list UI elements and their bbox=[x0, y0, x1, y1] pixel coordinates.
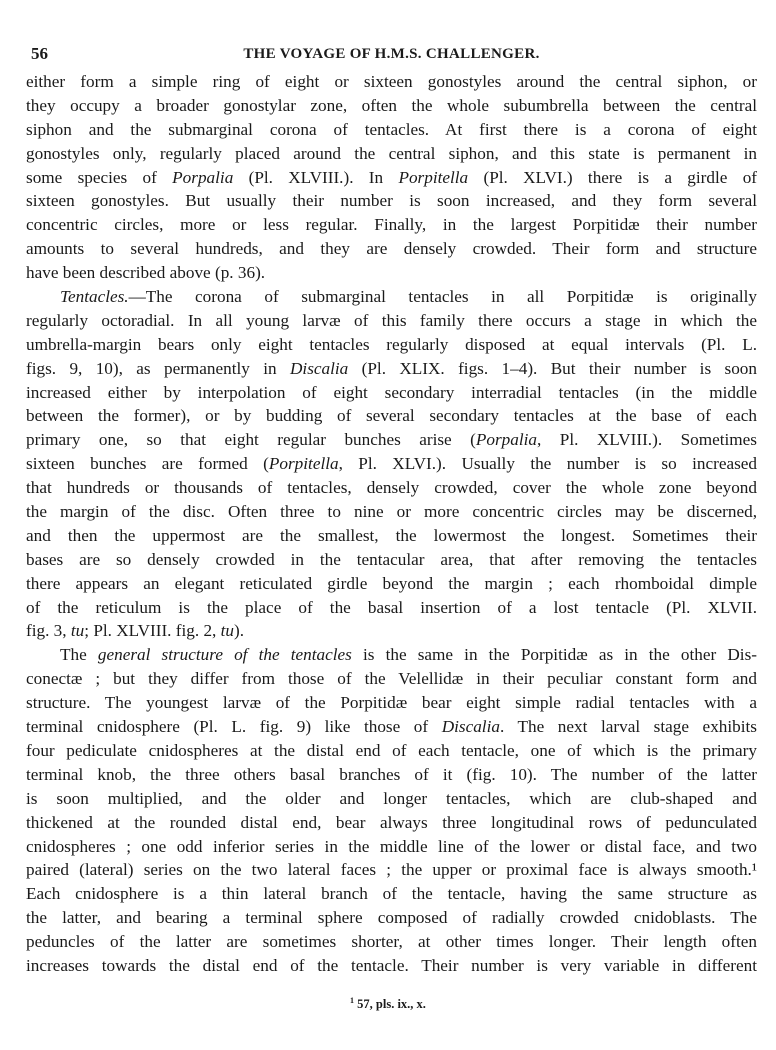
body-text bbox=[26, 70, 757, 978]
text-line bbox=[26, 930, 757, 954]
text-segment: ). bbox=[234, 621, 245, 641]
text-line bbox=[26, 835, 757, 859]
text-segment: , Pl. XLVI.). Usually the number is so increased bbox=[338, 454, 757, 474]
text-segment: increases towards the distal end of the tentacle. Their number is very variable in different bbox=[26, 955, 757, 975]
text-line bbox=[26, 333, 757, 357]
text-line bbox=[26, 524, 757, 548]
text-segment: structure. The youngest larvæ of the Porpitidæ bear eight simple radial tentacles with a bbox=[26, 693, 757, 713]
text-line bbox=[26, 94, 757, 118]
footnote-text: 57, pls. ix., x. bbox=[357, 997, 426, 1012]
italic-text: Porpitella bbox=[398, 167, 469, 187]
text-line bbox=[26, 811, 757, 835]
text-line bbox=[26, 763, 757, 787]
text-segment: peduncles of the latter are sometimes shorter, at other times longer. Their length often bbox=[26, 932, 757, 952]
text-line bbox=[26, 548, 757, 572]
italic-text: Porpalia bbox=[475, 430, 538, 450]
text-segment: is soon multiplied, and the older and longer tentacles, which are club-shaped and bbox=[26, 788, 757, 808]
text-segment: terminal cnidosphere (Pl. L. fig. 9) like those of bbox=[26, 717, 442, 737]
text-segment: . The next larval stage exhibits bbox=[499, 717, 757, 737]
text-line bbox=[26, 166, 757, 190]
text-segment: between the former), or by budding of several secondary tentacles at the base of each bbox=[26, 406, 757, 426]
text-segment: is the same in the Porpitidæ as in the other Dis- bbox=[351, 645, 757, 665]
text-segment: some species of bbox=[26, 167, 173, 187]
text-line bbox=[26, 500, 757, 524]
text-line bbox=[26, 285, 757, 309]
text-line bbox=[26, 452, 757, 476]
text-segment: thickened at the rounded distal end, bear always three longitudinal rows of pedunculated bbox=[26, 812, 757, 832]
text-segment: (Pl. XLVIII.). In bbox=[233, 167, 399, 187]
paragraph bbox=[26, 285, 757, 643]
paragraph bbox=[26, 70, 757, 285]
text-line bbox=[26, 882, 757, 906]
text-line bbox=[26, 739, 757, 763]
text-segment: concentric circles, more or less regular. Finally, in the largest Porpitidæ their number bbox=[26, 215, 757, 235]
text-segment: they occupy a broader gonostylar zone, often the whole subumbrella between the central bbox=[26, 95, 757, 115]
text-line bbox=[26, 619, 757, 643]
italic-text: Porpalia bbox=[172, 167, 234, 187]
text-segment: umbrella-margin bears only eight tentacles regularly disposed at equal intervals (Pl. L. bbox=[26, 334, 757, 354]
page-header bbox=[26, 44, 757, 68]
text-segment: figs. 9, 10), as permanently in bbox=[26, 358, 291, 378]
text-segment: bases are so densely crowded in the tentacular area, that after removing the tentacles bbox=[26, 549, 757, 569]
text-line bbox=[26, 643, 757, 667]
text-line bbox=[26, 261, 757, 285]
footnote-marker: 1 bbox=[350, 996, 355, 1005]
italic-text: Tentacles. bbox=[60, 287, 129, 307]
italic-text: Porpitella bbox=[268, 454, 339, 474]
text-line bbox=[26, 404, 757, 428]
text-segment: cnidospheres ; one odd inferior series in the middle line of the lower or distal face, and two bbox=[26, 836, 757, 856]
text-segment: four pediculate cnidospheres at the distal end of each tentacle, one of which is the primary bbox=[26, 740, 757, 760]
text-segment: The bbox=[60, 645, 98, 665]
text-segment: sixteen gonostyles. But usually their number is soon increased, and they form several bbox=[26, 191, 757, 211]
text-segment: there appears an elegant reticulated girdle beyond the margin ; each rhomboidal dimple bbox=[26, 573, 757, 593]
text-segment: of the reticulum is the place of the basal insertion of a lost tentacle (Pl. XLVII. bbox=[26, 597, 757, 617]
text-segment: either form a simple ring of eight or sixteen gonostyles around the central siphon, or bbox=[26, 72, 757, 91]
italic-text: Discalia bbox=[441, 717, 500, 737]
text-line bbox=[26, 858, 757, 882]
text-line bbox=[26, 118, 757, 142]
italic-text: tu bbox=[220, 621, 235, 641]
text-line bbox=[26, 70, 757, 94]
paragraph bbox=[26, 643, 757, 977]
text-line bbox=[26, 213, 757, 237]
text-segment: terminal knob, the three others basal branches of it (fig. 10). The number of the latter bbox=[26, 764, 757, 784]
text-segment: regularly octoradial. In all young larvæ of this family there occurs a stage in which the bbox=[26, 310, 757, 330]
text-line bbox=[26, 142, 757, 166]
text-line bbox=[26, 237, 757, 261]
text-segment: paired (lateral) series on the two lateral faces ; the upper or proximal face is always smooth.¹ bbox=[26, 860, 757, 880]
text-segment: increased either by interpolation of eight secondary interradial tentacles (in the middle bbox=[26, 382, 757, 402]
text-line bbox=[26, 691, 757, 715]
text-segment: have been described above (p. 36). bbox=[26, 263, 266, 283]
running-title: THE VOYAGE OF H.M.S. CHALLENGER. bbox=[243, 46, 540, 62]
text-segment: that hundreds or thousands of tentacles, densely crowded, cover the whole zone beyond bbox=[26, 478, 757, 498]
text-line bbox=[26, 381, 757, 405]
italic-text: tu bbox=[70, 621, 85, 641]
page-number: 56 bbox=[31, 44, 48, 63]
italic-text: general structure of the tentacles bbox=[97, 645, 352, 665]
text-segment: (Pl. XLVI.) there is a girdle of bbox=[468, 167, 757, 187]
text-segment: sixteen bunches are formed ( bbox=[26, 454, 269, 474]
text-segment: siphon and the submarginal corona of tentacles. At first there is a corona of eight bbox=[26, 119, 757, 139]
text-segment: the latter, and bearing a terminal sphere composed of radially crowded cnidoblasts. The bbox=[26, 908, 757, 928]
text-segment: conectæ ; but they differ from those of the Velellidæ in their peculiar constant form and bbox=[26, 669, 757, 689]
italic-text: Discalia bbox=[290, 358, 349, 378]
footnote bbox=[0, 996, 776, 1012]
text-segment: ; Pl. XLVIII. fig. 2, bbox=[84, 621, 221, 641]
text-segment: amounts to several hundreds, and they are densely crowded. Their form and structure bbox=[26, 239, 757, 259]
text-line bbox=[26, 476, 757, 500]
text-segment: —The corona of submarginal tentacles in all Porpitidæ is originally bbox=[128, 287, 757, 307]
text-segment: Each cnidosphere is a thin lateral branch of the tentacle, having the same structure as bbox=[26, 884, 757, 904]
text-segment: primary one, so that eight regular bunches arise ( bbox=[26, 430, 476, 450]
text-line bbox=[26, 906, 757, 930]
text-segment: and then the uppermost are the smallest, the lowermost the longest. Sometimes their bbox=[26, 525, 757, 545]
text-line bbox=[26, 428, 757, 452]
text-line bbox=[26, 787, 757, 811]
text-line bbox=[26, 572, 757, 596]
text-line bbox=[26, 357, 757, 381]
text-segment: the margin of the disc. Often three to nine or more concentric circles may be discerned, bbox=[26, 502, 757, 522]
text-segment: (Pl. XLIX. figs. 1–4). But their number is soon bbox=[348, 358, 757, 378]
text-line bbox=[26, 309, 757, 333]
text-line bbox=[26, 954, 757, 978]
text-segment: , Pl. XLVIII.). Sometimes bbox=[537, 430, 757, 450]
text-line bbox=[26, 667, 757, 691]
text-segment: gonostyles only, regularly placed around the central siphon, and this state is permanent in bbox=[26, 143, 757, 163]
text-line bbox=[26, 596, 757, 620]
text-segment: fig. 3, bbox=[26, 621, 71, 641]
text-line bbox=[26, 189, 757, 213]
text-line bbox=[26, 715, 757, 739]
